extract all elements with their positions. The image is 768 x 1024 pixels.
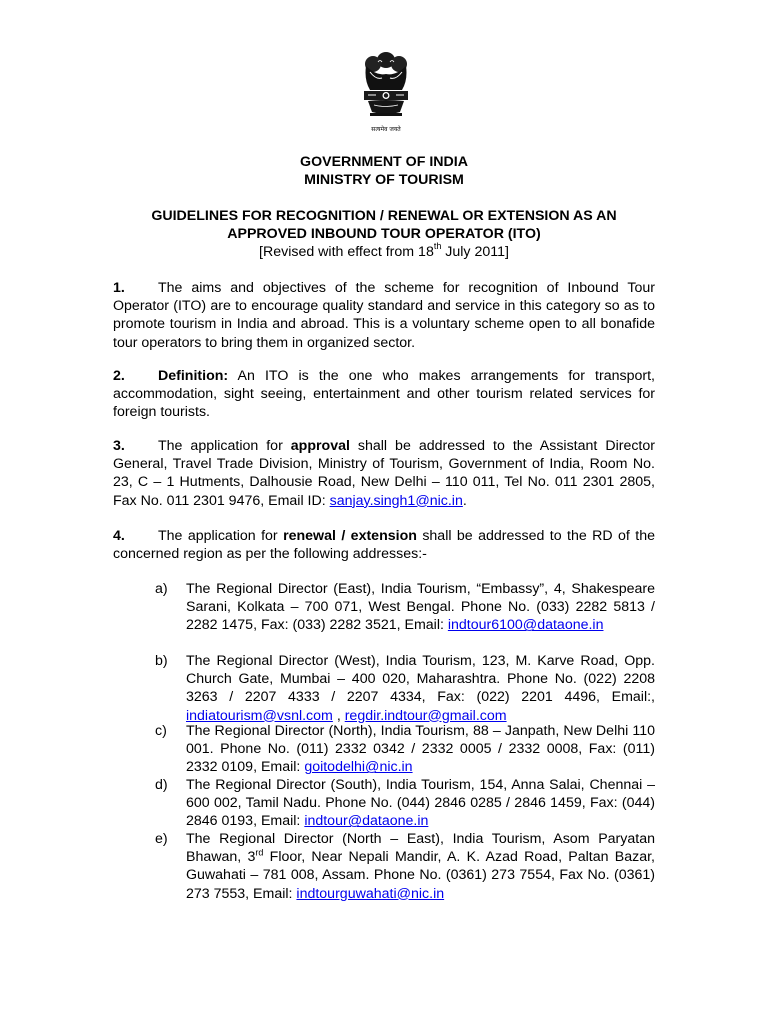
email-link[interactable]: indtour6100@dataone.in (447, 617, 604, 634)
email-link[interactable]: indtourguwahati@nic.in (296, 885, 445, 902)
address-text: The Regional Director (West), India Tourism, 123, M. Karve Road, Opp. Church Gate, Mumbai – 400 020, Maharashtra. Phone No. (022) 2208 3263 / 2207 4333 / 2207 4334, Fax: (022) 2201 4496, Email:, (186, 653, 655, 706)
paragraph-text: shall be addressed to the Assistant Director General, Travel Trade Division, Ministry of Tourism, Government of India, Room No. 23, C – 1 Hutments, Dalhousie Road, New Delhi – 110 011, Tel No. 011 2301 2805, Fax No. 011 2301 9476, Email ID: (113, 438, 655, 509)
email-link[interactable]: sanjay.singh1@nic.in (329, 492, 463, 509)
address-south (155, 776, 655, 831)
list-label: e) (155, 831, 168, 847)
paragraph-text: shall be addressed to the RD of the concerned region as per the following addresses:- (113, 528, 655, 563)
address-text: Floor, Near Nepali Mandir, A. K. Azad Road, Paltan Bazar, Guwahati – 781 008, Assam. Phone No. (0361) 273 7554, Fax No. (0361) 273 7553, Email: (186, 849, 655, 902)
paragraph-text: An ITO is the one who makes arrangements for transport, accommodation, sight seeing, entertainment and other tourism related services for foreign tourists. (113, 368, 655, 421)
paragraph-text: The application for (158, 528, 284, 544)
paragraph-number: 3. (113, 438, 125, 454)
list-label: c) (155, 723, 167, 739)
paragraph-1 (113, 279, 655, 352)
paragraph-2 (113, 367, 655, 422)
paragraph-4 (113, 527, 655, 563)
address-east (155, 580, 655, 635)
address-text: The Regional Director (North), India Tourism, 88 – Janpath, New Delhi 110 001. Phone No. (011) 2332 0342 / 2332 0005 / 2332 0008, Fax: (011) 2332 0109, Email: (186, 723, 655, 776)
address-north-east (155, 830, 655, 903)
paragraph-text: The aims and objectives of the scheme for recognition of Inbound Tour Operator (ITO) are to encourage quality standard and service in this category so as to promote tourism in India and abroad. This is a voluntary scheme open to all bonafide tour operators to bring them in organized sector. (113, 280, 655, 351)
email-link[interactable]: regdir.indtour@gmail.com (344, 707, 507, 724)
email-link[interactable]: indiatourism@vsnl.com (186, 707, 333, 724)
list-label: d) (155, 777, 168, 793)
address-west (155, 652, 655, 725)
renewal-keyword: renewal / extension (283, 528, 417, 544)
address-north (155, 722, 655, 777)
national-emblem (356, 50, 416, 138)
revision-note-post: July 2011] (441, 244, 509, 260)
paragraph-number: 2. (113, 368, 125, 384)
revision-note-sup: th (433, 241, 442, 252)
address-text: The Regional Director (South), India Tourism, 154, Anna Salai, Chennai – 600 002, Tamil Nadu. Phone No. (044) 2846 0285 / 2846 1459, Fax: (044) 2846 0193, Email: (186, 777, 655, 830)
list-label: a) (155, 581, 168, 597)
email-link[interactable]: indtour@dataone.in (304, 813, 429, 830)
guidelines-title-line2: APPROVED INBOUND TOUR OPERATOR (ITO) (227, 226, 541, 242)
email-separator: , (332, 707, 345, 724)
approval-keyword: approval (290, 438, 350, 454)
revision-note-pre: [Revised with effect from 18 (259, 244, 434, 260)
address-text: The Regional Director (North – East), India Tourism, Asom Paryatan Bhawan, 3 (186, 831, 655, 866)
paragraph-number: 4. (113, 528, 125, 544)
paragraph-number: 1. (113, 280, 125, 296)
address-text: The Regional Director (East), India Tourism, “Embassy”, 4, Shakespeare Sarani, Kolkata – 700 071, West Bengal. Phone No. (033) 2282 5813 / 2282 1475, Fax: (033) 2282 3521, Email: (186, 581, 655, 634)
emblem-motto: सत्यमेव जयते (371, 126, 401, 133)
revision-note (0, 243, 768, 261)
paragraph-text: The application for (158, 438, 291, 454)
guidelines-title-line1: GUIDELINES FOR RECOGNITION / RENEWAL OR EXTENSION AS AN (151, 208, 617, 224)
ministry-title: MINISTRY OF TOURISM (304, 172, 464, 188)
paragraph-end: . (462, 492, 467, 509)
email-link[interactable]: goitodelhi@nic.in (304, 759, 413, 776)
paragraph-3 (113, 437, 655, 510)
government-title: GOVERNMENT OF INDIA (300, 154, 468, 170)
definition-label: Definition: (158, 368, 229, 384)
lion-capital-icon (356, 50, 416, 124)
list-label: b) (155, 653, 168, 669)
floor-ordinal: rd (255, 847, 264, 858)
